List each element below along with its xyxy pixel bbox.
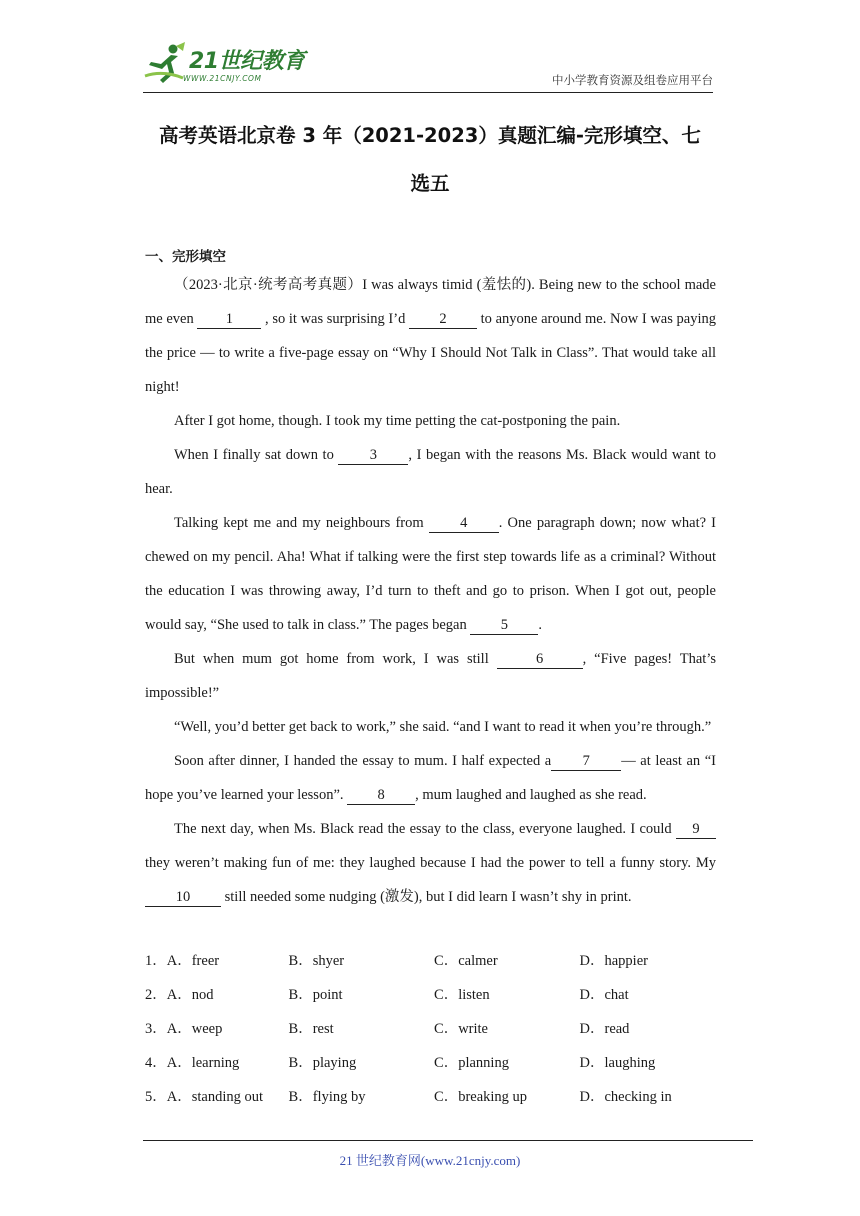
question-number: 3． xyxy=(145,1021,167,1037)
option-row-2-b[interactable]: B．point xyxy=(288,987,343,1003)
footer-divider xyxy=(143,1140,753,1141)
option-row-1-c[interactable]: C．calmer xyxy=(434,953,498,969)
answer-options xyxy=(145,944,725,1114)
blank-2: 2 xyxy=(409,310,477,329)
page-header xyxy=(143,40,713,92)
text-span: Soon after dinner, I handed the essay to mum. I half expected a xyxy=(174,753,552,769)
option-row xyxy=(145,1012,725,1046)
option-row xyxy=(145,944,725,978)
header-tagline: 中小学教育资源及组卷应用平台 xyxy=(552,73,713,87)
text-span: still needed some nudging (激发), but I did learn I wasn’t shy in print. xyxy=(221,889,632,905)
question-number: 1． xyxy=(145,953,167,969)
paragraph-4 xyxy=(145,506,716,642)
text-span: to anyone around me. Now I was paying the price — to write a five-page essay on “Why I Should Not Talk in Class”. That would take all night! xyxy=(145,311,716,395)
header-divider xyxy=(143,92,713,93)
option-text: A．standing out xyxy=(166,1089,264,1105)
option-row-3-b[interactable]: B．rest xyxy=(288,1021,334,1037)
text-span: , so it was surprising I’d xyxy=(261,311,409,327)
option-row xyxy=(145,1046,725,1080)
site-logo[interactable] xyxy=(143,42,313,90)
question-number: 2． xyxy=(145,987,167,1003)
blank-5: 5 xyxy=(470,616,538,635)
option-text: A．weep xyxy=(166,1021,223,1037)
text-span: When I finally sat down to xyxy=(174,447,339,463)
text-span: The next day, when Ms. Black read the essay to the class, everyone laughed. I could xyxy=(174,821,676,837)
paragraph-8 xyxy=(145,812,716,914)
option-row-5-b[interactable]: B．flying by xyxy=(288,1089,366,1105)
option-row-3-a[interactable] xyxy=(145,1012,289,1046)
question-number: 4． xyxy=(145,1055,167,1071)
text-span: . One paragraph down; now what? I chewed on my pencil. Aha! What if talking were the first step towards life as a criminal? Without the education I was throwing away, I’d turn to theft and go to prison. When I got out, people would say, “She used to talk in class.” The pages began xyxy=(145,515,716,633)
option-text: A．learning xyxy=(166,1055,240,1071)
text-span: . xyxy=(538,617,542,633)
blank-9: 9 xyxy=(676,820,716,839)
text-span: But when mum got home from work, I was still xyxy=(174,651,497,667)
title-line-2: 选五 xyxy=(410,172,450,195)
text-span: they weren’t making fun of me: they laughed because I had the power to tell a funny story. My xyxy=(145,855,716,871)
option-row-2-a[interactable] xyxy=(145,978,289,1012)
option-text: A．nod xyxy=(166,987,214,1003)
paragraph-2: After I got home, though. I took my time petting the cat-postponing the pain. xyxy=(174,413,621,429)
option-row-1-a[interactable] xyxy=(145,944,289,978)
option-row-3-d[interactable]: D．read xyxy=(579,1021,630,1037)
page-title xyxy=(140,112,720,208)
option-row-3-c[interactable]: C．write xyxy=(434,1021,488,1037)
text-span: — at least an “I hope you’ve learned your lesson”. xyxy=(145,753,716,803)
runner-icon xyxy=(143,42,187,86)
paragraph-7 xyxy=(145,744,716,812)
blank-1: 1 xyxy=(197,310,261,329)
option-row-2-d[interactable]: D．chat xyxy=(579,987,629,1003)
option-row-4-d[interactable]: D．laughing xyxy=(579,1055,656,1071)
paragraph-6: “Well, you’d better get back to work,” she said. “and I want to read it when you’re through.” xyxy=(174,719,712,735)
paragraph-3 xyxy=(145,438,716,506)
option-row xyxy=(145,1080,725,1114)
logo-url-text: WWW.21CNJY.COM xyxy=(183,74,262,83)
blank-10: 10 xyxy=(145,888,221,907)
text-span: , mum laughed and laughed as she read. xyxy=(415,787,647,803)
cloze-passage xyxy=(145,268,716,914)
option-row-5-d[interactable]: D．checking in xyxy=(579,1089,672,1105)
option-row-4-c[interactable]: C．planning xyxy=(434,1055,509,1071)
text-span: Talking kept me and my neighbours from xyxy=(174,515,429,531)
footer-link[interactable]: 21 世纪教育网(www.21cnjy.com) xyxy=(339,1153,521,1168)
option-row-4-a[interactable] xyxy=(145,1046,289,1080)
text-span: （2023·北京·统考高考真题）I was always timid (羞怯的). Being new to the school made me even xyxy=(145,277,716,327)
section-heading: 一、完形填空 xyxy=(145,249,226,265)
option-row-2-c[interactable]: C．listen xyxy=(434,987,490,1003)
option-text: A．freer xyxy=(166,953,220,969)
option-row-1-d[interactable]: D．happier xyxy=(579,953,648,969)
option-row-5-c[interactable]: C．breaking up xyxy=(434,1089,528,1105)
blank-3: 3 xyxy=(338,446,408,465)
logo-brand-text: 21世纪教育 xyxy=(189,49,305,74)
option-row xyxy=(145,978,725,1012)
blank-7: 7 xyxy=(551,752,621,771)
blank-8: 8 xyxy=(347,786,415,805)
option-row-5-a[interactable] xyxy=(145,1080,289,1114)
paragraph-5 xyxy=(145,642,716,710)
blank-4: 4 xyxy=(429,514,499,533)
option-row-1-b[interactable]: B．shyer xyxy=(288,953,345,969)
paragraph-1 xyxy=(145,268,716,404)
option-row-4-b[interactable]: B．playing xyxy=(288,1055,357,1071)
text-span: , “Five pages! That’s impossible!” xyxy=(145,651,716,701)
title-line-1: 高考英语北京卷 3 年（2021-2023）真题汇编-完形填空、七 xyxy=(159,124,701,147)
question-number: 5． xyxy=(145,1089,167,1105)
text-span: , I began with the reasons Ms. Black would want to hear. xyxy=(145,447,716,497)
blank-6: 6 xyxy=(497,650,583,669)
